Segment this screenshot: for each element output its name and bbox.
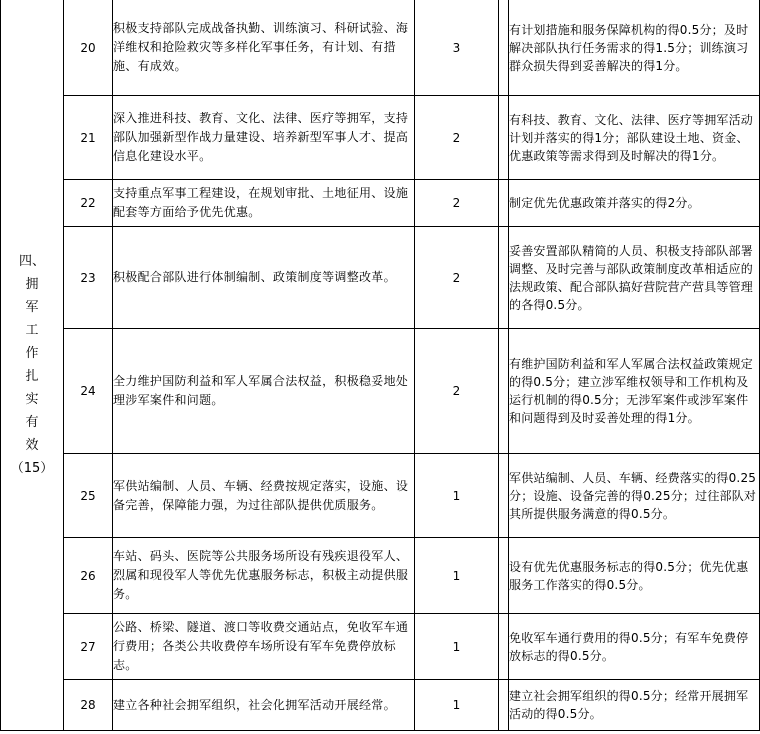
item-number: 28 xyxy=(64,680,113,731)
category-char: 工 xyxy=(25,323,39,338)
item-score: 1 xyxy=(415,680,499,731)
item-number: 24 xyxy=(64,329,113,454)
table-row xyxy=(1,0,760,96)
category-char: 扎 xyxy=(25,369,39,384)
table-row xyxy=(1,180,760,227)
table-row xyxy=(1,227,760,329)
category-char: 军 xyxy=(25,300,39,315)
table-row xyxy=(1,680,760,731)
item-score: 2 xyxy=(415,227,499,329)
scoring-rule: 设有优先优惠服务标志的得0.5分；优先优惠服务工作落实的得0.5分。 xyxy=(509,538,760,614)
scoring-rule: 建立社会拥军组织的得0.5分；经常开展拥军活动的得0.5分。 xyxy=(509,680,760,731)
category-cell xyxy=(1,0,64,731)
item-score: 1 xyxy=(415,614,499,680)
item-number: 27 xyxy=(64,614,113,680)
spacer-cell xyxy=(499,96,509,180)
category-char: 有 xyxy=(25,415,39,430)
item-content: 公路、桥梁、隧道、渡口等收费交通站点，免收军车通行费用；各类公共收费停车场所设有军车免费停放标志。 xyxy=(113,614,415,680)
item-number: 22 xyxy=(64,180,113,227)
item-content: 积极支持部队完成战备执勤、训练演习、科研试验、海洋维权和抢险救灾等多样化军事任务，有计划、有措施、有成效。 xyxy=(113,0,415,96)
category-char: 四、 xyxy=(18,254,45,269)
item-content: 车站、码头、医院等公共服务场所设有残疾退役军人、烈属和现役军人等优先优惠服务标志，积极主动提供服务。 xyxy=(113,538,415,614)
item-score: 2 xyxy=(415,96,499,180)
spacer-cell xyxy=(499,227,509,329)
spacer-cell xyxy=(499,329,509,454)
item-number: 21 xyxy=(64,96,113,180)
spacer-cell xyxy=(499,680,509,731)
category-char: 效 xyxy=(25,438,39,453)
category-char: 拥 xyxy=(25,277,39,292)
item-score: 3 xyxy=(415,0,499,96)
item-content: 军供站编制、人员、车辆、经费按规定落实，设施、设备完善，保障能力强，为过往部队提供优质服务。 xyxy=(113,454,415,538)
item-number: 26 xyxy=(64,538,113,614)
category-score: （15） xyxy=(10,461,54,476)
item-score: 1 xyxy=(415,538,499,614)
table-row xyxy=(1,454,760,538)
item-content: 积极配合部队进行体制编制、政策制度等调整改革。 xyxy=(113,227,415,329)
category-char: 作 xyxy=(25,346,39,361)
table-row xyxy=(1,329,760,454)
scoring-rule: 制定优先优惠政策并落实的得2分。 xyxy=(509,180,760,227)
item-score: 2 xyxy=(415,329,499,454)
spacer-cell xyxy=(499,180,509,227)
spacer-cell xyxy=(499,614,509,680)
category-char: 实 xyxy=(25,392,39,407)
spacer-cell xyxy=(499,0,509,96)
item-score: 2 xyxy=(415,180,499,227)
table-row xyxy=(1,614,760,680)
item-content: 支持重点军事工程建设，在规划审批、土地征用、设施配套等方面给予优先优惠。 xyxy=(113,180,415,227)
item-content: 深入推进科技、教育、文化、法律、医疗等拥军，支持部队加强新型作战力量建设、培养新型军事人才、提高信息化建设水平。 xyxy=(113,96,415,180)
scoring-rule: 妥善安置部队精简的人员、积极支持部队部署调整、及时完善与部队政策制度改革相适应的法规政策、配合部队搞好营院营产营具等管理的各得0.5分。 xyxy=(509,227,760,329)
scoring-rule: 军供站编制、人员、车辆、经费落实的得0.25分；设施、设备完善的得0.25分；过往部队对其所提供服务满意的得0.5分。 xyxy=(509,454,760,538)
item-number: 23 xyxy=(64,227,113,329)
scoring-rule: 有维护国防利益和军人军属合法权益政策规定的得0.5分；建立涉军维权领导和工作机构及运行机制的得0.5分；无涉军案件或涉军案件和问题得到及时妥善处理的得1分。 xyxy=(509,329,760,454)
category-label xyxy=(1,250,63,480)
item-number: 20 xyxy=(64,0,113,96)
scoring-rule: 有科技、教育、文化、法律、医疗等拥军活动计划并落实的得1分；部队建设土地、资金、优惠政策等需求得到及时解决的得1分。 xyxy=(509,96,760,180)
table-row xyxy=(1,96,760,180)
spacer-cell xyxy=(499,538,509,614)
item-content: 全力维护国防利益和军人军属合法权益，积极稳妥地处理涉军案件和问题。 xyxy=(113,329,415,454)
table-row xyxy=(1,538,760,614)
item-number: 25 xyxy=(64,454,113,538)
spacer-cell xyxy=(499,454,509,538)
scoring-rule: 有计划措施和服务保障机构的得0.5分；及时解决部队执行任务需求的得1.5分；训练演习群众损失得到妥善解决的得1分。 xyxy=(509,0,760,96)
item-score: 1 xyxy=(415,454,499,538)
item-content: 建立各种社会拥军组织，社会化拥军活动开展经常。 xyxy=(113,680,415,731)
scoring-rule: 免收军车通行费用的得0.5分；有军车免费停放标志的得0.5分。 xyxy=(509,614,760,680)
